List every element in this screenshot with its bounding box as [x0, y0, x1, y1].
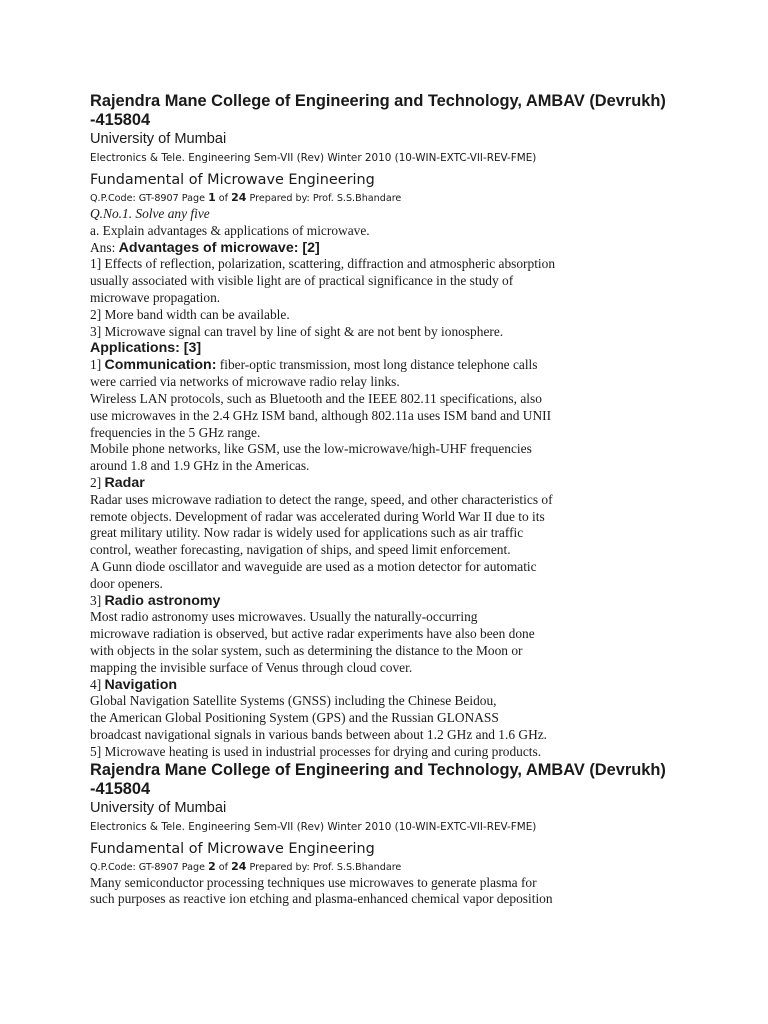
- qp-code-line-page2: [90, 859, 710, 875]
- text-line: Many semiconductor processing techniques use microwaves to generate plasma for: [90, 874, 537, 890]
- text-line: usually associated with visible light are of practical significance in the study of: [90, 273, 514, 289]
- qp-prefix: Q.P.Code: GT-8907 Page: [90, 193, 206, 204]
- answer-heading-line: [90, 240, 710, 257]
- app3-title: Radio astronomy: [104, 592, 221, 609]
- text-line: 3] Microwave signal can travel by line of sight & are not bent by ionosphere.: [90, 323, 504, 339]
- text-line: microwave propagation.: [90, 289, 221, 305]
- prepared-by: Prepared by: Prof. S.S.Bhandare: [249, 193, 402, 204]
- sub-question: a. Explain advantages & applications of microwave.: [90, 222, 370, 238]
- qp-prefix: Q.P.Code: GT-8907 Page: [90, 861, 206, 873]
- applications-heading: Applications: [3]: [90, 340, 202, 357]
- university-name-page2: University of Mumbai: [90, 799, 227, 816]
- app4-number: 4]: [90, 676, 102, 692]
- college-pincode-page2: -415804: [90, 779, 151, 798]
- page-number: 1: [208, 191, 216, 204]
- college-name: Rajendra Mane College of Engineering and Technology, AMBAV (Devrukh): [90, 92, 666, 110]
- app2-heading-line: [90, 475, 710, 492]
- text-line: 2] More band width can be available.: [90, 306, 290, 322]
- university-name: University of Mumbai: [90, 131, 227, 147]
- app4-heading-line: [90, 677, 710, 694]
- of-label: of: [218, 861, 229, 873]
- text-line: Most radio astronomy uses microwaves. Usually the naturally-occurring: [90, 609, 478, 625]
- subject-title-page2: Fundamental of Microwave Engineering: [90, 840, 375, 857]
- question-heading: Q.No.1. Solve any five: [90, 206, 210, 221]
- text-line: remote objects. Development of radar was accelerated during World War II due to its: [90, 508, 545, 524]
- text-line: the American Global Positioning System (GPS) and the Russian GLONASS: [90, 710, 499, 726]
- text-line: Mobile phone networks, like GSM, use the low-microwave/high-UHF frequencies: [90, 441, 532, 457]
- of-label: of: [218, 193, 229, 204]
- text-line: control, weather forecasting, navigation of ships, and speed limit enforcement.: [90, 542, 511, 558]
- document-page: [90, 92, 710, 908]
- college-pincode: -415804: [90, 111, 151, 129]
- course-info-page2: Electronics & Tele. Engineering Sem-VII (Rev) Winter 2010 (10-WIN-EXTC-VII-REV-FME): [90, 820, 537, 833]
- app3-heading-line: [90, 593, 710, 610]
- ans-prefix: Ans:: [90, 239, 116, 255]
- college-name-page2: Rajendra Mane College of Engineering and Technology, AMBAV (Devrukh): [90, 760, 666, 779]
- total-pages: 24: [231, 859, 247, 873]
- text-line: frequencies in the 5 GHz range.: [90, 424, 261, 440]
- text-line: great military utility. Now radar is widely used for applications such as air traffic: [90, 525, 524, 541]
- app3-number: 3]: [90, 592, 102, 608]
- text-line: with objects in the solar system, such as determining the distance to the Moon or: [90, 642, 523, 658]
- text-line: were carried via networks of microwave radio relay links.: [90, 374, 400, 390]
- app1-title: Communication:: [104, 357, 217, 374]
- text-line: Wireless LAN protocols, such as Bluetooth and the IEEE 802.11 specifications, also: [90, 390, 542, 406]
- qp-code-line: [90, 190, 710, 206]
- app1-number: 1]: [90, 357, 102, 373]
- app2-number: 2]: [90, 474, 102, 490]
- text-line: 1] Effects of reflection, polarization, scattering, diffraction and atmospheric absorption: [90, 256, 556, 272]
- app2-title: Radar: [104, 474, 145, 491]
- course-info: Electronics & Tele. Engineering Sem-VII (Rev) Winter 2010 (10-WIN-EXTC-VII-REV-FME): [90, 152, 537, 164]
- total-pages: 24: [231, 191, 247, 204]
- text-line: use microwaves in the 2.4 GHz ISM band, although 802.11a uses ISM band and UNII: [90, 407, 552, 423]
- text-line: such purposes as reactive ion etching and plasma-enhanced chemical vapor deposition: [90, 891, 553, 907]
- text-line: door openers.: [90, 575, 163, 591]
- app1-first-text: fiber-optic transmission, most long distance telephone calls: [219, 357, 538, 373]
- text-line: 5] Microwave heating is used in industrial processes for drying and curing products.: [90, 743, 542, 759]
- prepared-by: Prepared by: Prof. S.S.Bhandare: [249, 861, 402, 873]
- text-line: Global Navigation Satellite Systems (GNSS) including the Chinese Beidou,: [90, 693, 497, 709]
- text-line: mapping the invisible surface of Venus through cloud cover.: [90, 659, 413, 675]
- app4-title: Navigation: [104, 676, 178, 693]
- subject-title: Fundamental of Microwave Engineering: [90, 172, 375, 188]
- text-line: around 1.8 and 1.9 GHz in the Americas.: [90, 458, 310, 474]
- advantages-heading: Advantages of microwave: [2]: [118, 239, 320, 256]
- text-line: broadcast navigational signals in various bands between about 1.2 GHz and 1.6 GHz.: [90, 726, 548, 742]
- text-line: microwave radiation is observed, but active radar experiments have also been done: [90, 626, 535, 642]
- page-number: 2: [208, 859, 216, 873]
- text-line: Radar uses microwave radiation to detect the range, speed, and other characteristics of: [90, 491, 553, 507]
- app1-heading-line: [90, 357, 710, 374]
- text-line: A Gunn diode oscillator and waveguide are used as a motion detector for automatic: [90, 558, 537, 574]
